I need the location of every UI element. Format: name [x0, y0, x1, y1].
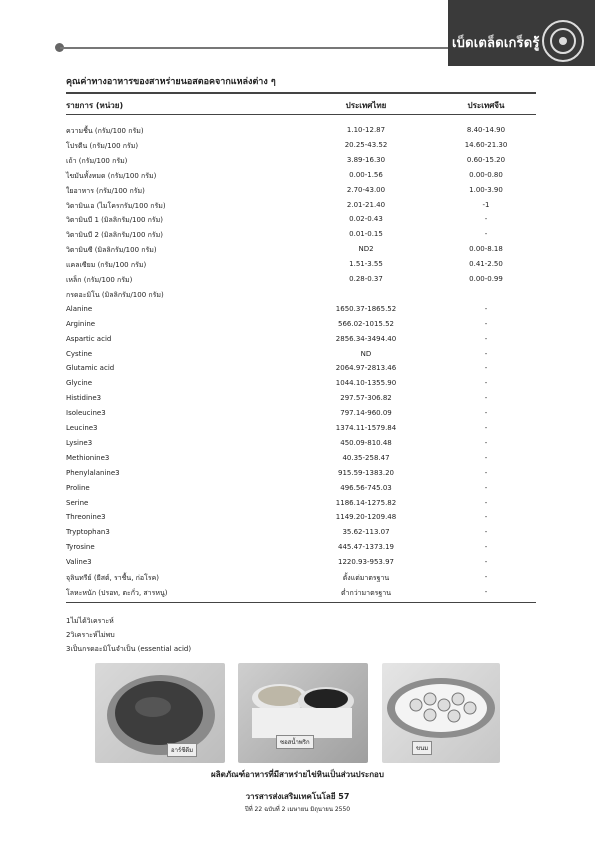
- row-china-value: 0.60-15.20: [466, 155, 506, 164]
- photo-label: ซอสน้ำพริก: [276, 735, 314, 749]
- table-row: [66, 290, 536, 304]
- table-row: [66, 171, 536, 185]
- snack-tray-illustration: [382, 663, 500, 763]
- row-china-value: 0.00-0.99: [469, 275, 503, 283]
- row-china-value: -: [484, 573, 488, 581]
- footnotes: [66, 614, 191, 656]
- row-china-value: -: [484, 215, 488, 224]
- footnote: 2วิเคราะห์ไม่พบ: [66, 631, 115, 639]
- row-china-value: -: [484, 543, 488, 552]
- row-item-name: จุลินทรีย์ (ยีสต์, ราชื้น, ก่อโรค): [66, 574, 160, 582]
- row-thailand-value: 1186.14-1275.82: [335, 498, 397, 507]
- row-thailand-value: 2064.97-2813.46: [335, 364, 397, 373]
- row-thailand-value: ND2: [358, 245, 374, 254]
- table-row: [66, 558, 536, 572]
- row-thailand-value: 35.62-113.07: [342, 528, 390, 537]
- photo-label: อาร์ชีดีม: [167, 743, 197, 757]
- row-thailand-value: 450.09-810.48: [340, 438, 392, 447]
- row-item-name: Phenylalanine3: [66, 468, 120, 477]
- row-china-value: 0.00-0.80: [469, 170, 503, 179]
- row-thailand-value: 1.10-12.87: [346, 126, 386, 134]
- row-item-name: Alanine: [66, 304, 93, 313]
- table-row: [66, 499, 536, 513]
- row-china-value: -: [484, 513, 488, 522]
- row-china-value: -: [484, 319, 488, 328]
- row-china-value: -: [484, 558, 488, 567]
- row-china-value: 1.00-3.90: [469, 185, 503, 194]
- table-row: [66, 320, 536, 334]
- row-china-value: -: [484, 304, 488, 313]
- target-circles-icon: [540, 18, 586, 64]
- row-thailand-value: 797.14-960.09: [340, 409, 392, 418]
- row-thailand-value: 0.28-0.37: [349, 275, 383, 283]
- row-china-value: 0.41-2.50: [469, 260, 503, 269]
- row-thailand-value: 1374.11-1579.84: [335, 424, 397, 432]
- table-row: [66, 409, 536, 423]
- table-row: [66, 543, 536, 557]
- dish-plate-illustration: [95, 663, 225, 763]
- table-top-rule: [66, 92, 536, 94]
- row-item-name: วิตามินซี (มิลลิกรัม/100 กรัม): [66, 246, 157, 255]
- row-item-name: Glutamic acid: [66, 364, 115, 373]
- row-item-name: Aspartic acid: [66, 334, 112, 343]
- photo-snack-tray: [382, 663, 500, 763]
- row-thailand-value: 1.51-3.55: [349, 260, 383, 269]
- row-thailand-value: 1044.10-1355.90: [335, 379, 397, 388]
- table-row: [66, 364, 536, 378]
- row-item-name: Leucine3: [66, 424, 98, 432]
- row-item-name: Serine: [66, 498, 89, 507]
- row-thailand-value: 3.89-16.30: [346, 155, 386, 164]
- photo-sauce-bowls: [238, 663, 368, 763]
- row-china-value: -: [484, 409, 488, 418]
- table-row: [66, 350, 536, 364]
- row-thailand-value: 2856.34-3494.40: [335, 334, 397, 343]
- row-item-name: Valine3: [66, 558, 92, 567]
- row-thailand-value: 40.35-258.47: [342, 453, 390, 462]
- row-china-value: -: [484, 230, 488, 239]
- row-china-value: -: [484, 438, 488, 447]
- row-thailand-value: 297.57-306.82: [340, 394, 392, 403]
- row-thailand-value: ตั้งแต่มาตรฐาน: [342, 574, 390, 582]
- row-china-value: -1: [482, 200, 490, 209]
- row-thailand-value: 2.70-43.00: [346, 185, 386, 194]
- row-china-value: 8.40-14.90: [466, 126, 506, 134]
- footnote: 3เป็นกรดอะมิโนจำเป็น (essential acid): [66, 645, 192, 653]
- row-china-value: 0.00-8.18: [469, 245, 503, 254]
- table-row: [66, 513, 536, 527]
- table-row: [66, 379, 536, 393]
- table-row: [66, 528, 536, 542]
- table-header-rule: [66, 114, 536, 115]
- table-title: คุณค่าทางอาหารของสาหร่ายนอสตอคจากแหล่งต่าง ๆ: [66, 77, 276, 87]
- row-item-name: เหล็ก (กรัม/100 กรัม): [66, 276, 133, 284]
- row-item-name: Glycine: [66, 379, 93, 388]
- row-china-value: -: [484, 394, 488, 403]
- table-row: [66, 454, 536, 468]
- row-item-name: ไขมันทั้งหมด (กรัม/100 กรัม): [66, 171, 157, 180]
- row-item-name: วิตามินบี 1 (มิลลิกรัม/100 กรัม): [66, 216, 163, 225]
- row-thailand-value: 496.56-745.03: [340, 483, 392, 492]
- table-row: [66, 484, 536, 498]
- table-row: [66, 394, 536, 408]
- row-china-value: -: [484, 334, 488, 343]
- row-item-name: Tyrosine: [66, 543, 95, 552]
- row-item-name: แคลเซียม (กรัม/100 กรัม): [66, 261, 147, 270]
- row-thailand-value: 0.00-1.56: [349, 170, 383, 179]
- row-item-name: Tryptophan3: [66, 528, 110, 537]
- row-thailand-value: 0.02-0.43: [349, 215, 383, 224]
- row-thailand-value: 445.47-1373.19: [338, 543, 394, 552]
- photo-dish-dark: [95, 663, 225, 763]
- figure-caption: ผลิตภัณฑ์อาหารที่มีสาหร่ายไข่หินเป็นส่วนประกอบ: [211, 770, 384, 779]
- issue-info: ปีที่ 22 ฉบับที่ 2 เมษายน มิถุนายน 2550: [244, 806, 351, 813]
- table-row: [66, 186, 536, 200]
- row-item-name: Isoleucine3: [66, 409, 106, 418]
- row-item-name: ใยอาหาร (กรัม/100 กรัม): [66, 186, 145, 195]
- row-thailand-value: 20.25-43.52: [344, 140, 388, 149]
- row-china-value: -: [484, 424, 488, 432]
- row-china-value: -: [484, 483, 488, 492]
- table-row: [66, 469, 536, 483]
- table-row: [66, 275, 536, 289]
- table-row: [66, 305, 536, 319]
- section-title: เบ็ดเตล็ดเกร็ดรู้: [452, 36, 540, 51]
- table-row: [66, 260, 536, 274]
- footnote: 1ไม่ได้วิเคราะห์: [66, 617, 114, 625]
- row-item-name: Cystine: [66, 349, 93, 358]
- row-china-value: -: [484, 453, 488, 462]
- table-row: [66, 573, 536, 587]
- row-thailand-value: 0.01-0.15: [349, 230, 383, 239]
- col-header-thailand: ประเทศไทย: [345, 101, 387, 110]
- header-rule: [60, 47, 500, 49]
- row-china-value: -: [484, 379, 488, 388]
- row-item-name: วิตามินเอ (ไมโครกรัม/100 กรัม): [66, 201, 166, 210]
- row-thailand-value: 1650.37-1865.52: [335, 304, 397, 313]
- table-row: [66, 201, 536, 215]
- row-china-value: -: [484, 468, 488, 477]
- row-china-value: -: [484, 364, 488, 373]
- row-china-value: -: [484, 528, 488, 537]
- row-thailand-value: 1220.93-953.97: [338, 558, 394, 567]
- table-row: [66, 126, 536, 140]
- table-row: [66, 141, 536, 155]
- photo-label: ขนม: [412, 741, 432, 755]
- row-china-value: -: [484, 587, 488, 596]
- magazine-name: วารสารส่งเสริมเทคโนโลยี 57: [245, 792, 350, 801]
- table-row: [66, 245, 536, 259]
- table-row: [66, 230, 536, 244]
- row-item-name: วิตามินบี 2 (มิลลิกรัม/100 กรัม): [66, 231, 163, 240]
- row-item-name: โปรตีน (กรัม/100 กรัม): [66, 141, 139, 150]
- row-item-name: Threonine3: [66, 513, 106, 522]
- row-thailand-value: 566.02-1015.52: [338, 319, 394, 328]
- row-china-value: -: [484, 349, 488, 358]
- table-row: [66, 588, 536, 602]
- row-item-name: Lysine3: [66, 438, 93, 447]
- row-item-name: เถ้า (กรัม/100 กรัม): [66, 156, 128, 165]
- row-item-name: Proline: [66, 483, 90, 492]
- row-thailand-value: 2.01-21.40: [346, 200, 386, 209]
- row-thailand-value: 915.59-1383.20: [338, 468, 394, 477]
- row-item-name: ความชื้น (กรัม/100 กรัม): [66, 127, 144, 135]
- table-row: [66, 424, 536, 438]
- table-bottom-rule: [66, 602, 536, 603]
- col-header-item: รายการ (หน่วย): [66, 101, 124, 110]
- row-china-value: -: [484, 498, 488, 507]
- col-header-china: ประเทศจีน: [467, 101, 505, 110]
- table-row: [66, 335, 536, 349]
- row-item-name: Methionine3: [66, 453, 110, 462]
- row-china-value: 14.60-21.30: [464, 140, 508, 149]
- row-thailand-value: ต่ำกว่ามาตรฐาน: [340, 588, 391, 597]
- row-item-name: Histidine3: [66, 394, 102, 403]
- row-thailand-value: 1149.20-1209.48: [335, 513, 397, 522]
- row-item-name: Arginine: [66, 319, 96, 328]
- row-thailand-value: ND: [360, 349, 372, 358]
- table-row: [66, 215, 536, 229]
- row-item-name: โลหะหนัก (ปรอท, ตะกั่ว, สารหนู): [66, 588, 168, 597]
- table-row: [66, 439, 536, 453]
- table-row: [66, 156, 536, 170]
- row-item-name: กรดอะมิโน (มิลลิกรัม/100 กรัม): [66, 290, 164, 299]
